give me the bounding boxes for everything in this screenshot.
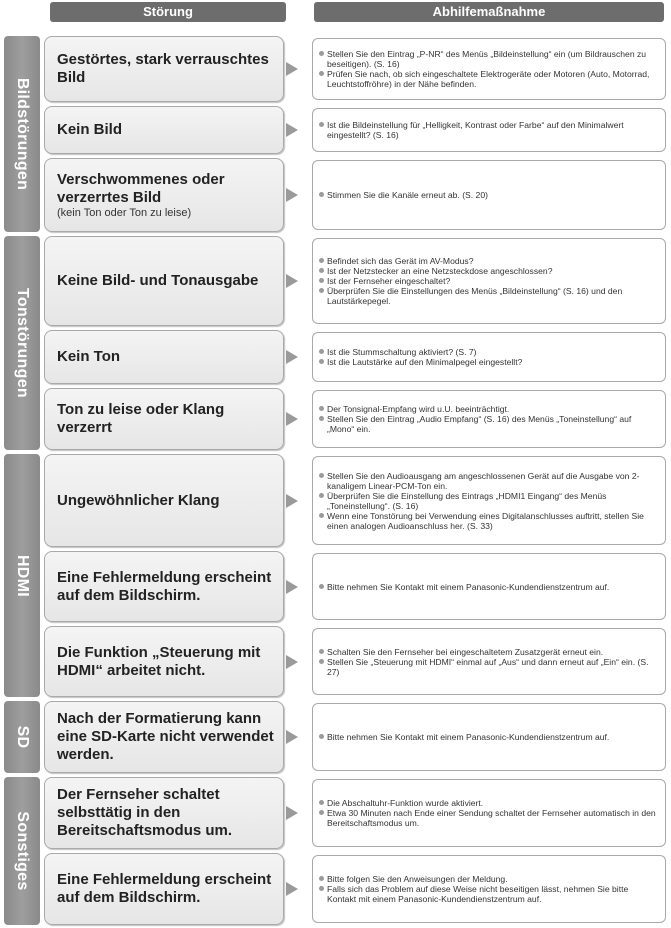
category-label-text: Bildstörungen [14, 77, 31, 191]
problem-box [44, 551, 284, 622]
problem-box [44, 158, 284, 232]
category-label [4, 701, 40, 773]
remedy-item: Der Tonsignal-Empfang wird u.U. beeinträchtigt. [319, 404, 657, 414]
remedy-item: Etwa 30 Minuten nach Ende einer Sendung schaltet der Fernseher automatisch in den Bereitschaftsmodus um. [319, 808, 657, 828]
remedy-item: Bitte folgen Sie den Anweisungen der Meldung. [319, 874, 657, 884]
problem-note: (kein Ton oder Ton zu leise) [57, 206, 192, 219]
problem-column-header: Störung [50, 2, 286, 22]
remedy-item: Bitte nehmen Sie Kontakt mit einem Panasonic-Kundendienstzentrum auf. [319, 582, 657, 592]
problem-box [44, 330, 284, 384]
arrow-icon [286, 882, 298, 896]
remedy-item: Stimmen Sie die Kanäle erneut ab. (S. 20) [319, 190, 657, 200]
arrow-icon [286, 494, 298, 508]
remedy-box [312, 38, 666, 100]
remedy-item: Falls sich das Problem auf diese Weise nicht beseitigen lässt, nehmen Sie bitte Kontakt mit einem Panasonic-Kundendienstzentrum auf. [319, 884, 657, 904]
remedy-item: Überprüfen Sie die Einstellungen des Menüs „Bildeinstellung“ (S. 16) und den Lautstärkepegel. [319, 286, 657, 306]
remedy-item: Ist der Netzstecker an eine Netzsteckdose angeschlossen? [319, 266, 657, 276]
problem-box [44, 236, 284, 326]
problem-text: Nach der Formatierung kann eine SD-Karte nicht verwendet werden. [57, 710, 274, 763]
remedy-box [312, 160, 666, 230]
remedy-item: Stellen Sie „Steuerung mit HDMI“ einmal auf „Aus“ und dann erneut auf „Ein“ ein. (S. 27) [319, 657, 657, 677]
remedy-item: Schalten Sie den Fernseher bei eingeschaltetem Zusatzgerät erneut ein. [319, 647, 657, 657]
remedy-item: Ist die Bildeinstellung für „Helligkeit, Kontrast oder Farbe“ auf den Minimalwert eingestellt? (S. 16) [319, 120, 657, 140]
problem-text: Kein Bild [57, 121, 123, 138]
category-label-text: Sonstiges [14, 811, 31, 891]
arrow-icon [286, 730, 298, 744]
problem-box [44, 701, 284, 773]
remedy-item: Stellen Sie den Eintrag „P-NR“ des Menüs „Bildeinstellung“ ein (um Bildrauschen zu beseitigen). (S. 16) [319, 49, 657, 69]
arrow-icon [286, 188, 298, 202]
category-label [4, 236, 40, 450]
problem-text: Verschwommenes oder verzerrtes Bild [57, 170, 225, 206]
remedy-box [312, 779, 666, 847]
remedy-box [312, 628, 666, 695]
problem-text: Der Fernseher schaltet selbsttätig in den Bereitschaftsmodus um. [57, 786, 233, 839]
problem-box [44, 626, 284, 697]
arrow-icon [286, 62, 298, 76]
remedy-box [312, 703, 666, 771]
problem-box [44, 454, 284, 547]
arrow-icon [286, 350, 298, 364]
remedy-item: Ist die Stummschaltung aktiviert? (S. 7) [319, 347, 657, 357]
remedy-box [312, 332, 666, 382]
problem-text: Die Funktion „Steuerung mit HDMI“ arbeitet nicht. [57, 643, 261, 679]
remedy-item: Stellen Sie den Audioausgang am angeschlossenen Gerät auf die Ausgabe von 2-kanaligem Linear-PCM-Ton ein. [319, 471, 657, 491]
problem-box [44, 777, 284, 849]
remedy-column-header: Abhilfemaßnahme [314, 2, 664, 22]
remedy-item: Bitte nehmen Sie Kontakt mit einem Panasonic-Kundendienstzentrum auf. [319, 732, 657, 742]
problem-box [44, 36, 284, 102]
category-label [4, 36, 40, 232]
remedy-item: Die Abschaltuhr-Funktion wurde aktiviert. [319, 798, 657, 808]
problem-text: Eine Fehlermeldung erscheint auf dem Bildschirm. [57, 871, 272, 906]
remedy-item: Ist die Lautstärke auf den Minimalpegel eingestellt? [319, 357, 657, 367]
arrow-icon [286, 580, 298, 594]
remedy-item: Stellen Sie den Eintrag „Audio Empfang“ (S. 16) des Menüs „Toneinstellung“ auf „Mono“ ein. [319, 414, 657, 434]
category-label [4, 454, 40, 697]
remedy-box [312, 108, 666, 152]
remedy-box [312, 855, 666, 923]
category-label-text: SD [14, 725, 31, 749]
remedy-box [312, 390, 666, 448]
problem-text: Ungewöhnlicher Klang [57, 491, 220, 509]
problem-text: Ton zu leise oder Klang verzerrt [57, 401, 225, 436]
remedy-box [312, 553, 666, 620]
problem-text: Keine Bild- und Tonausgabe [57, 272, 259, 289]
remedy-item: Ist der Fernseher eingeschaltet? [319, 276, 657, 286]
remedy-box [312, 238, 666, 324]
arrow-icon [286, 274, 298, 288]
category-label-text: Tonstörungen [14, 288, 31, 398]
remedy-item: Prüfen Sie nach, ob sich eingeschaltete Elektrogeräte oder Motoren (Auto, Motorrad, Leuchtstoffröhre) in der Nähe befinden. [319, 69, 657, 89]
remedy-box [312, 456, 666, 545]
problem-text: Kein Ton [57, 348, 121, 365]
problem-box [44, 388, 284, 450]
category-label-text: HDMI [14, 554, 31, 597]
arrow-icon [286, 123, 298, 137]
problem-box [44, 106, 284, 154]
remedy-item: Überprüfen Sie die Einstellung des Eintrags „HDMI1 Eingang“ des Menüs „Toneinstellung“. (S. 16) [319, 491, 657, 511]
problem-box [44, 853, 284, 925]
problem-text: Eine Fehlermeldung erscheint auf dem Bildschirm. [57, 568, 272, 604]
category-label [4, 777, 40, 925]
arrow-icon [286, 655, 298, 669]
arrow-icon [286, 806, 298, 820]
remedy-item: Befindet sich das Gerät im AV-Modus? [319, 256, 657, 266]
problem-text: Gestörtes, stark verrauschtes Bild [57, 51, 269, 86]
arrow-icon [286, 412, 298, 426]
remedy-item: Wenn eine Tonstörung bei Verwendung eines Digitalanschlusses auftritt, stellen Sie einen analogen Audioanschluss her. (S. 33) [319, 511, 657, 531]
